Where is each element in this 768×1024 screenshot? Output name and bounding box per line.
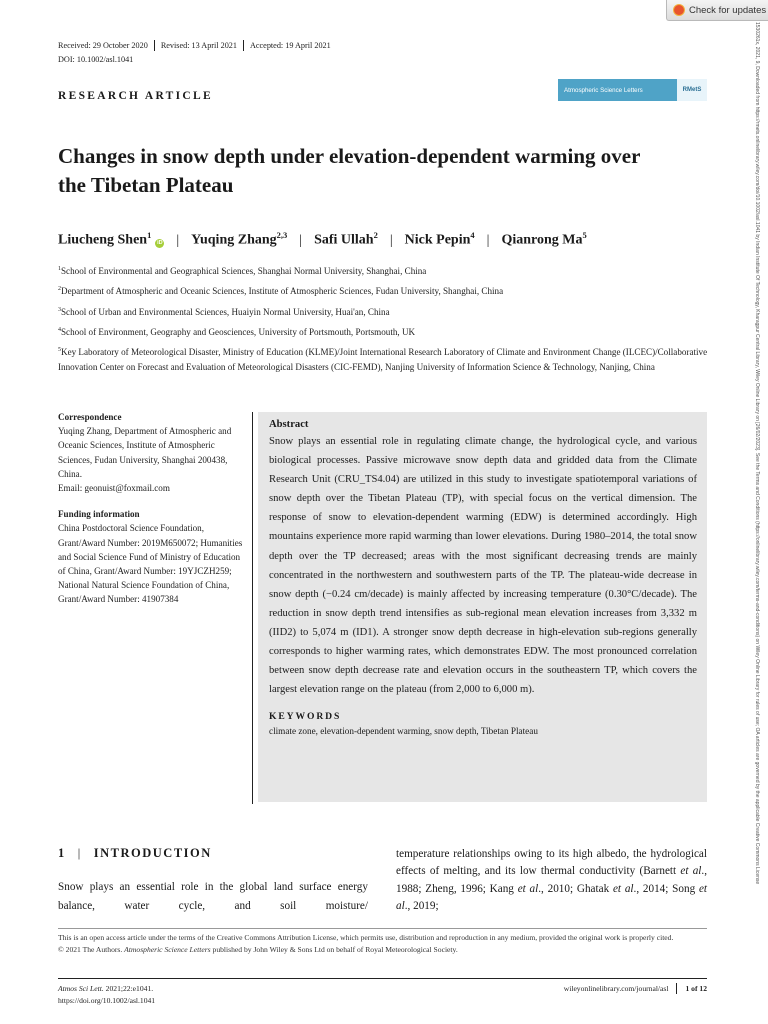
funding-text: China Postdoctoral Science Foundation, Grant/Award Number: 2019M650072; Humanities and Social Science Fund of Ministry of Education of China, Grant/Award Number: 19YJCZH259; National Natural Science Foundation of China, Grant/Award Number: 41907384 [58, 523, 243, 605]
check-for-updates-label: Check for updates [689, 4, 767, 16]
citation: Atmos Sci Lett. 2021;22:e1041. [58, 984, 154, 993]
affiliation: $^5$Key Laboratory of Meteorological Disaster, Ministry of Education (KLME)/Joint International Research Laboratory of Climate and Environment Change (ILCEC)/Collaborative Innovation Center on Forecast and Evaluation of Meteorological Disasters (CIC-FEMD), Nanjing University of Information Science & Technology, Nanjing, China [58, 347, 708, 372]
author-separator: | [299, 232, 303, 248]
section-title: INTRODUCTION [93, 846, 212, 860]
license-notes [58, 932, 707, 956]
introduction-heading [58, 846, 212, 861]
accepted-date: Accepted: 19 April 2021 [250, 41, 331, 50]
rmets-logo: RMetS [677, 79, 707, 101]
keywords-heading: KEYWORDS [269, 711, 342, 723]
copyright-text: © 2021 The Authors. Atmospheric Science Letters published by John Wiley & Sons Ltd on behalf of Royal Meteorological Society. [58, 944, 458, 954]
affiliation: $^3$School of Urban and Environmental Sciences, Huaiyin Normal University, Huai'an, China [58, 306, 390, 317]
author[interactable]: Nick Pepin$^4$ [404, 230, 475, 248]
crossmark-icon [673, 4, 685, 16]
abstract-box [258, 412, 707, 802]
date-divider [243, 40, 244, 51]
author[interactable]: Yuqing Zhang$^{2,3}$ [191, 230, 288, 248]
license-text: This is an open access article under the terms of the Creative Commons Attribution License, which permits use, distribution and reproduction in any medium, provided the original work is properly cited. [58, 933, 674, 942]
author[interactable]: Qianrong Ma$^5$ [501, 230, 587, 248]
page-divider [676, 983, 677, 994]
revised-date: Revised: 13 April 2021 [160, 41, 237, 50]
journal-badge-name: Atmospheric Science Letters [564, 86, 643, 94]
section-label: RESEARCH ARTICLE [58, 90, 213, 102]
heading-separator: | [77, 846, 82, 860]
article-title: Changes in snow depth under elevation-dependent warming over the Tibetan Plateau [58, 144, 641, 197]
author[interactable]: Safi Ullah$^2$ [314, 230, 378, 248]
page-info [468, 983, 707, 994]
keywords-text: climate zone, elevation-dependent warming, snow depth, Tibetan Plateau [269, 726, 538, 737]
affiliation: $^2$Department of Atmospheric and Oceanic Sciences, Institute of Atmospheric Sciences, Fudan University, Shanghai, China [58, 286, 504, 297]
bottom-rule [58, 978, 707, 979]
author-separator: | [486, 232, 490, 248]
affiliation: $^4$School of Environment, Geography and Geosciences, University of Portsmouth, Portsmouth, UK [58, 326, 416, 338]
doi: DOI: 10.1002/asl.1041 [58, 55, 134, 64]
column-divider [252, 412, 253, 804]
page-number: 1 of 12 [685, 984, 707, 993]
intro-column-1: Snow plays an essential role in the global land surface energy balance, water cycle, and soil moisture/ [58, 881, 368, 912]
section-number: 1 [58, 846, 66, 860]
affiliations [58, 262, 708, 378]
journal-badge [558, 79, 707, 101]
abstract-text: Snow plays an essential role in regulating climate change, the hydrological cycle, and various biological processes. Passive microwave snow depth data and gridded data from the Climate Research Unit (CRU_TS4.04) are utilized in this study to investigate spatiotemporal variations of snow depth over the Tibetan Plateau (TP), with special focus on the vertical dimension. The response of snow to elevation-dependent warming (EDW) is determined accordingly. High mountains experience more rapid warming than lower elevations. During 1980–2014, the total snow depth over the TP decreased; areas with the most significant decreasing trends are mainly concentrated in the northwestern and southwestern parts of the TP. The plateau-wide decrease in snow depth (−0.24 cm/decade) is mainly affected by increasing temperature (0.30°C/decade). The reduction in snow depth trend intensifies as sub-regional mean elevation increases from 3,332 m (IID2) to 5,074 m (ID1). A stronger snow depth decrease in high-elevation sub-regions generally corresponds to higher warming rates, which demonstrates EDW. The most pronounced correlation between snow depth decrease rate and elevation occurs in the southeastern TP, which covers the largest elevation range on the plateau (from 2,000 to 6,000 m). [269, 436, 697, 696]
funding-heading: Funding information [58, 509, 140, 520]
author-separator: | [389, 232, 393, 248]
received-date: Received: 29 October 2020 [58, 41, 148, 50]
author-separator: | [176, 232, 180, 248]
affiliation: $^1$School of Environmental and Geographical Sciences, Shanghai Normal University, Shanghai, China [58, 266, 427, 277]
doi-link[interactable]: https://doi.org/10.1002/asl.1041 [58, 996, 156, 1005]
correspondence-email[interactable]: Email: geonuist@foxmail.com [58, 483, 170, 494]
citation-info [58, 983, 155, 1007]
orcid-icon[interactable]: iD [157, 239, 163, 246]
download-sidebar-text: 1530261x, 2021, 9, Downloaded from https://rmets.onlinelibrary.wiley.com/doi/10.1002/asl.1041 by Indian Institute Of Technology, Kharagpur Central Library, Wiley Online Library on [26/02/2023]. See the Terms and Conditions (https://onlinelibrary.wiley.com/terms-and-conditions) on Wiley Online Library for rules of use; OA articles are governed by the applicable Creative Commons License [754, 22, 760, 885]
date-divider [154, 40, 155, 51]
abstract-heading: Abstract [269, 419, 309, 430]
check-for-updates-button[interactable] [666, 0, 768, 21]
footnote-rule [58, 928, 707, 929]
author[interactable]: Liucheng Shen$^1$ [58, 230, 152, 248]
article-dates [58, 40, 331, 51]
journal-website-link[interactable]: wileyonlinelibrary.com/journal/asl [563, 984, 669, 993]
intro-column-2: temperature relationships owing to its high albedo, the hydrological effects of melting, and its low thermal conductivity (Barnett et al., 1988; Zheng, 1996; Kang et al., 2010; Ghatak et al., 2014; Song et al., 2019; [396, 848, 708, 913]
correspondence-column [58, 410, 248, 607]
correspondence-heading: Correspondence [58, 412, 122, 422]
author-list [58, 230, 708, 249]
correspondence-text: Yuqing Zhang, Department of Atmospheric and Oceanic Sciences, Institute of Atmospheric Sciences, Fudan University, Shanghai 200438, China. [58, 426, 232, 479]
